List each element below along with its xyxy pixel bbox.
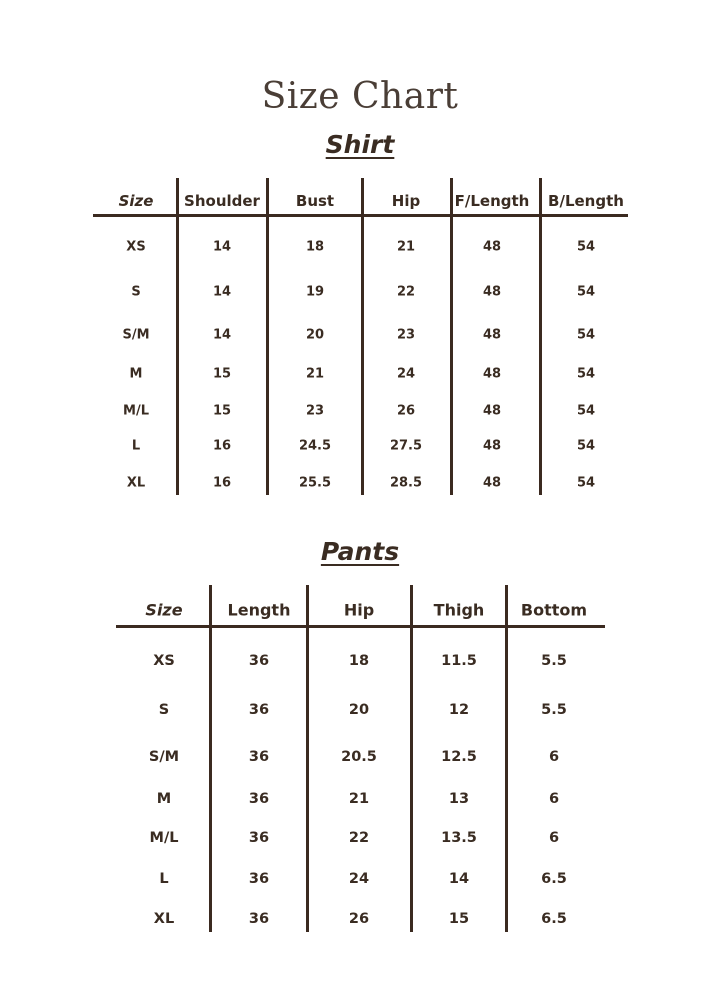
shirt-cell: 54 xyxy=(576,239,596,255)
shirt-cell: 20 xyxy=(305,327,325,343)
shirt-cell: XS xyxy=(126,239,146,255)
shirt-cell: 16 xyxy=(212,438,232,454)
pants-cell: 6.5 xyxy=(541,911,567,927)
shirt-cell: 14 xyxy=(212,284,232,300)
pants-cell: 15 xyxy=(448,911,470,927)
pants-column-divider xyxy=(306,585,309,932)
shirt-cell: 19 xyxy=(305,284,325,300)
shirt-header-f-length: F/Length xyxy=(454,192,530,210)
shirt-cell: L xyxy=(131,438,141,454)
shirt-column-divider xyxy=(176,178,179,495)
shirt-cell: 15 xyxy=(212,403,232,419)
pants-cell: 36 xyxy=(248,653,270,669)
pants-cell: 36 xyxy=(248,830,270,846)
shirt-header-hip: Hip xyxy=(391,192,421,210)
pants-cell: S/M xyxy=(148,749,180,765)
shirt-cell: 48 xyxy=(482,438,502,454)
pants-cell: 18 xyxy=(348,653,370,669)
shirt-cell: M xyxy=(129,366,143,382)
shirt-cell: 54 xyxy=(576,438,596,454)
shirt-cell: 48 xyxy=(482,327,502,343)
pants-header-bottom: Bottom xyxy=(520,600,588,620)
page-title: Size Chart xyxy=(261,76,459,118)
pants-cell: 13.5 xyxy=(441,830,477,846)
pants-column-divider xyxy=(410,585,413,932)
pants-cell: 21 xyxy=(348,791,370,807)
pants-cell: 36 xyxy=(248,791,270,807)
pants-header-size: Size xyxy=(145,600,183,620)
shirt-cell: 54 xyxy=(576,284,596,300)
pants-cell: 14 xyxy=(448,871,470,887)
shirt-section-title: Shirt xyxy=(325,130,395,159)
pants-cell: 6 xyxy=(548,791,560,807)
pants-column-divider xyxy=(209,585,212,932)
shirt-cell: 28.5 xyxy=(389,475,423,491)
shirt-header-shoulder: Shoulder xyxy=(184,192,260,210)
shirt-cell: S/M xyxy=(122,327,150,343)
shirt-cell: 48 xyxy=(482,284,502,300)
shirt-column-divider xyxy=(539,178,542,495)
shirt-cell: 16 xyxy=(212,475,232,491)
pants-header-length: Length xyxy=(227,600,291,620)
shirt-cell: 25.5 xyxy=(298,475,332,491)
shirt-cell: XL xyxy=(126,475,146,491)
shirt-cell: 14 xyxy=(212,239,232,255)
pants-cell: 20.5 xyxy=(341,749,377,765)
pants-cell: XL xyxy=(153,911,175,927)
pants-cell: 6.5 xyxy=(541,871,567,887)
pants-cell: 12.5 xyxy=(441,749,477,765)
shirt-cell: M/L xyxy=(123,403,149,419)
shirt-cell: 23 xyxy=(305,403,325,419)
shirt-cell: 21 xyxy=(396,239,416,255)
pants-header-rule xyxy=(116,625,605,628)
pants-cell: M xyxy=(156,791,172,807)
shirt-cell: 26 xyxy=(396,403,416,419)
pants-cell: 6 xyxy=(548,830,560,846)
shirt-cell: 54 xyxy=(576,403,596,419)
shirt-cell: 14 xyxy=(212,327,232,343)
shirt-cell: 18 xyxy=(305,239,325,255)
shirt-cell: S xyxy=(131,284,141,300)
pants-cell: 20 xyxy=(348,702,370,718)
pants-cell: 36 xyxy=(248,749,270,765)
shirt-cell: 27.5 xyxy=(389,438,423,454)
shirt-cell: 48 xyxy=(482,403,502,419)
pants-cell: S xyxy=(158,702,170,718)
pants-column-divider xyxy=(505,585,508,932)
pants-cell: 5.5 xyxy=(541,702,567,718)
pants-cell: 36 xyxy=(248,702,270,718)
shirt-column-divider xyxy=(266,178,269,495)
shirt-header-b-length: B/Length xyxy=(548,192,624,210)
pants-header-thigh: Thigh xyxy=(433,600,485,620)
pants-cell: 22 xyxy=(348,830,370,846)
pants-cell: 36 xyxy=(248,871,270,887)
pants-cell: L xyxy=(159,871,169,887)
pants-cell: 24 xyxy=(348,871,370,887)
pants-section-title: Pants xyxy=(320,537,400,566)
shirt-header-size: Size xyxy=(118,192,154,210)
shirt-column-divider xyxy=(361,178,364,495)
shirt-cell: 21 xyxy=(305,366,325,382)
pants-cell: 12 xyxy=(448,702,470,718)
pants-cell: 6 xyxy=(548,749,560,765)
shirt-cell: 24.5 xyxy=(298,438,332,454)
shirt-header-bust: Bust xyxy=(295,192,335,210)
shirt-cell: 54 xyxy=(576,475,596,491)
pants-cell: 5.5 xyxy=(541,653,567,669)
pants-cell: 26 xyxy=(348,911,370,927)
pants-cell: XS xyxy=(153,653,175,669)
shirt-cell: 48 xyxy=(482,366,502,382)
pants-header-hip: Hip xyxy=(343,600,375,620)
pants-cell: M/L xyxy=(149,830,179,846)
shirt-cell: 23 xyxy=(396,327,416,343)
shirt-cell: 48 xyxy=(482,475,502,491)
pants-cell: 13 xyxy=(448,791,470,807)
pants-cell: 11.5 xyxy=(441,653,477,669)
shirt-cell: 54 xyxy=(576,366,596,382)
pants-cell: 36 xyxy=(248,911,270,927)
shirt-cell: 22 xyxy=(396,284,416,300)
shirt-cell: 48 xyxy=(482,239,502,255)
shirt-cell: 24 xyxy=(396,366,416,382)
shirt-cell: 54 xyxy=(576,327,596,343)
shirt-column-divider xyxy=(450,178,453,495)
shirt-cell: 15 xyxy=(212,366,232,382)
